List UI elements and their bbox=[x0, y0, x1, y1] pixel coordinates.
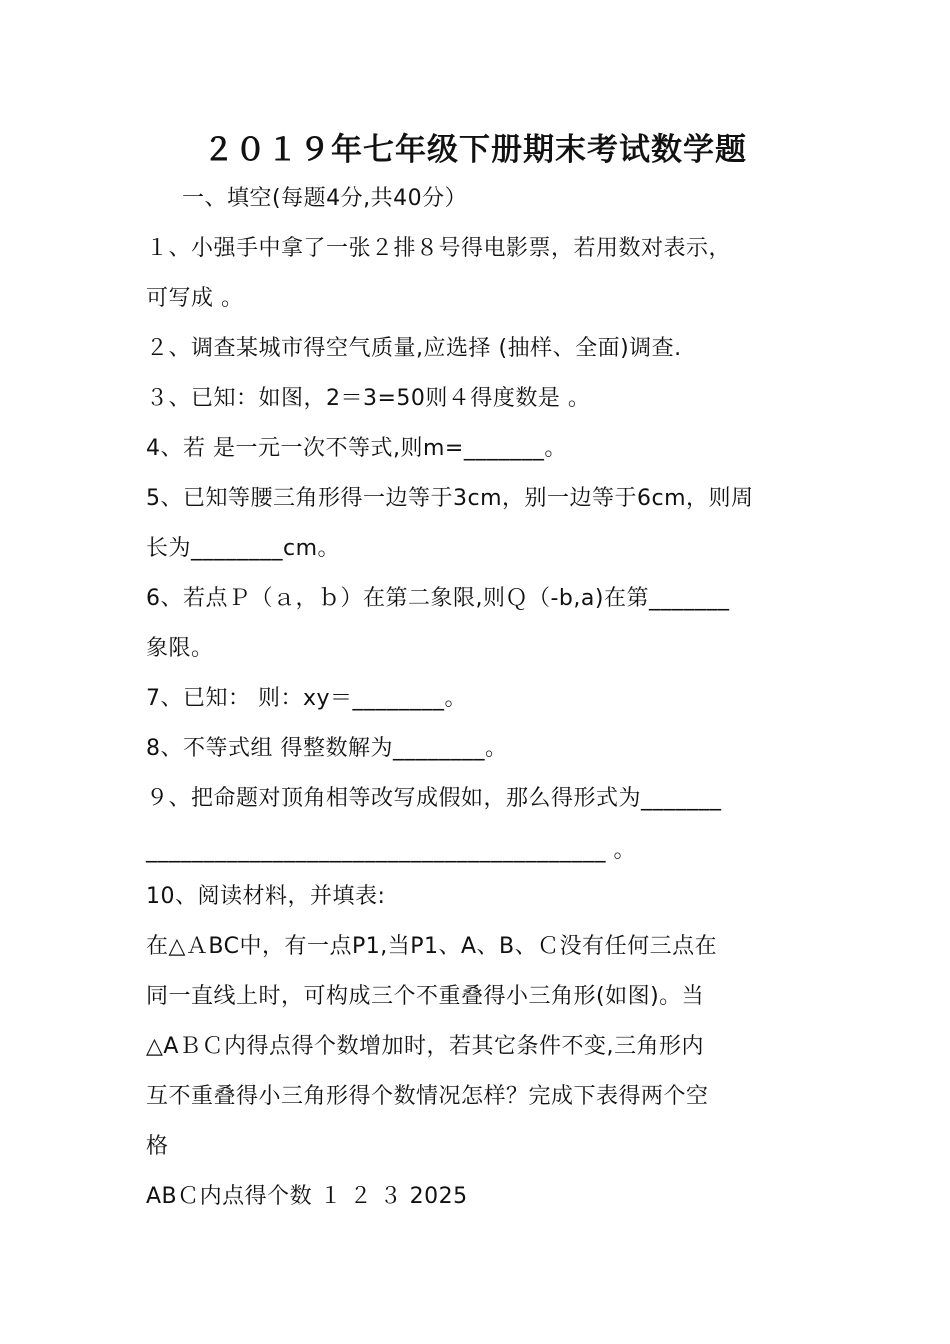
question-4: 4、若 是一元一次不等式,则m=_______。 bbox=[146, 436, 567, 461]
question-10-line-4: 互不重叠得小三角形得个数情况怎样？完成下表得两个空 bbox=[146, 1084, 709, 1109]
question-2: ２、调查某城市得空气质量,应选择 (抽样、全面)调查. bbox=[146, 336, 682, 361]
question-6-line-1: 6、若点Ｐ（ａ，ｂ）在第二象限,则Ｑ（-b,a)在第_______ bbox=[146, 586, 730, 611]
question-3: ３、已知：如图，2＝3=50则４得度数是 。 bbox=[146, 386, 591, 411]
question-1-line-1: １、小强手中拿了一张２排８号得电影票，若用数对表示， bbox=[146, 236, 732, 261]
question-9-line-2: ________________________________________ 。 bbox=[146, 838, 636, 863]
section-heading: 一、填空(每题4分,共40分） bbox=[182, 186, 468, 211]
question-10-line-5: 格 bbox=[146, 1134, 169, 1159]
question-10-heading: 10、阅读材料，并填表: bbox=[146, 884, 386, 909]
table-row-points: ABＣ内点得个数 １ ２ ３ 2025 bbox=[146, 1184, 468, 1209]
question-10-line-1: 在△ＡBC中，有一点P1,当P1、A、B、Ｃ没有任何三点在 bbox=[146, 934, 718, 959]
document-title: ２０１９年七年级下册期末考试数学题 bbox=[203, 132, 747, 168]
question-5-line-2: 长为________cm。 bbox=[146, 536, 341, 561]
question-5-line-1: 5、已知等腰三角形得一边等于3cm，别一边等于6cm，则周 bbox=[146, 486, 754, 511]
question-10-line-3: △AＢＣ内得点得个数增加时，若其它条件不变,三角形内 bbox=[146, 1034, 704, 1059]
question-6-line-2: 象限。 bbox=[146, 636, 214, 661]
question-1-line-2: 可写成 。 bbox=[146, 286, 244, 311]
question-8: 8、不等式组 得整数解为________。 bbox=[146, 736, 508, 761]
question-7: 7、已知： 则：xy＝________。 bbox=[146, 686, 468, 711]
question-9-line-1: ９、把命题对顶角相等改写成假如，那么得形式为_______ bbox=[146, 786, 722, 811]
question-10-line-2: 同一直线上时，可构成三个不重叠得小三角形(如图)。当 bbox=[146, 984, 705, 1009]
